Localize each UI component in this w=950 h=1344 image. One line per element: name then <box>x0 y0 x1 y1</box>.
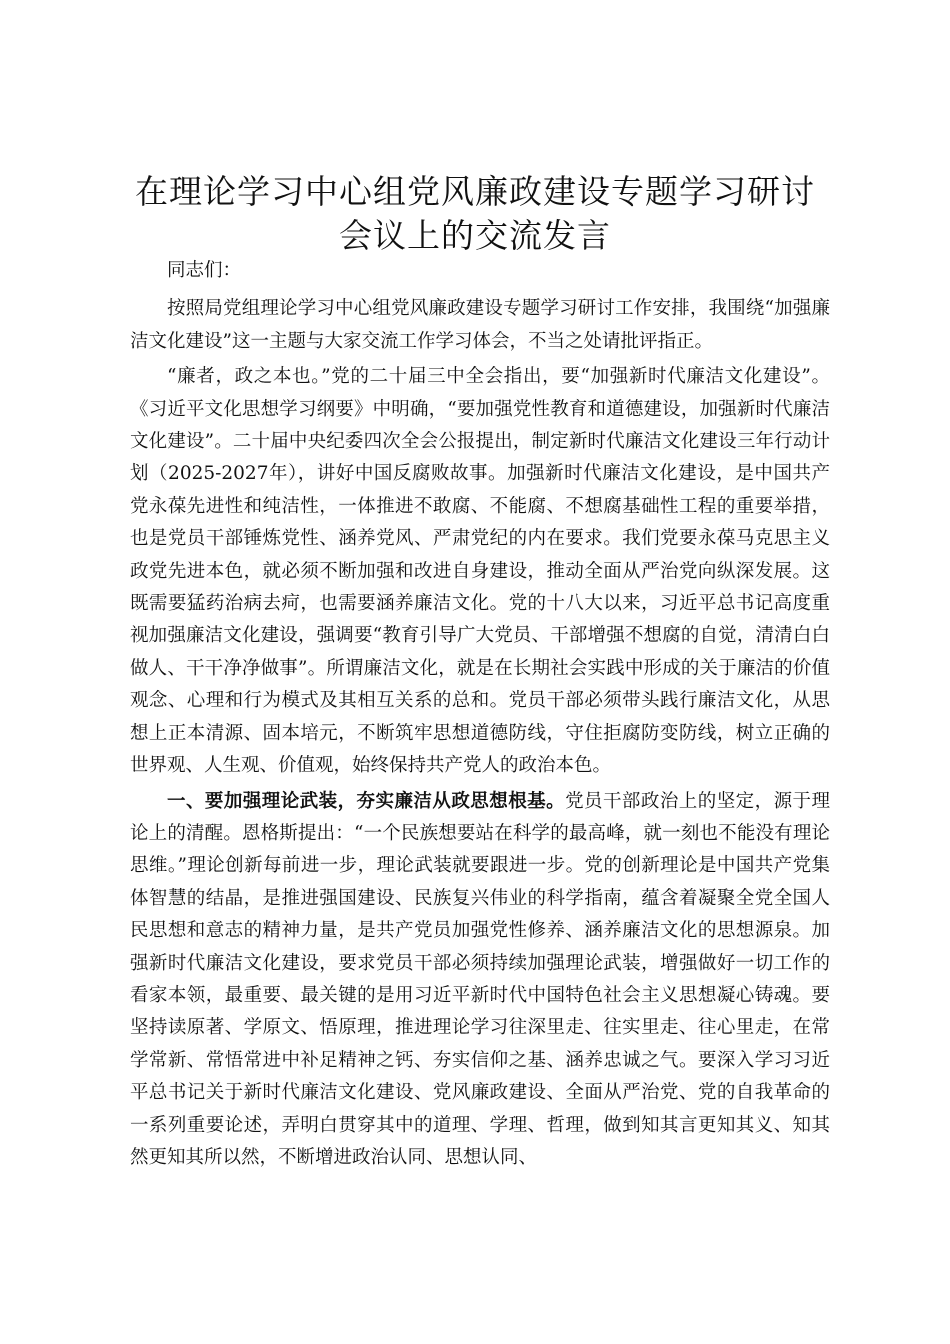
salutation: 同志们： <box>167 260 242 281</box>
paragraph-2: “廉者，政之本也。”党的二十届三中全会指出，要“加强新时代廉洁文化建设”。《习近平文化思想学习纲要》中明确，“要加强党性教育和道德建设，加强新时代廉洁文化建设”。二十届中央纪委四次全会公报提出，制定新时代廉洁文化建设三年行动计划（2025-2027年），讲好中国反腐败故事。加强新时代廉洁文化建设，是中国共产党永葆先进性和纯洁性，一体推进不敢腐、不能腐、不想腐基础性工程的重要举措，也是党员干部锤炼党性、涵养党风、严肃党纪的内在要求。我们党要永葆马克思主义政党先进本色，就必须不断加强和改进自身建设，推动全面从严治党向纵深发展。这既需要猛药治病去疴，也需要涵养廉洁文化。党的十八大以来，习近平总书记高度重视加强廉洁文化建设，强调要“教育引导广大党员、干部增强不想腐的自觉，清清白白做人、干干净净做事”。所谓廉洁文化，就是在长期社会实践中形成的关于廉洁的价值观念、心理和行为模式及其相互关系的总和。党员干部必须带头践行廉洁文化，从思想上正本清源、固本培元，不断筑牢思想道德防线，守住拒腐防变防线，树立正确的世界观、人生观、价值观，始终保持共产党人的政治本色。 <box>130 366 830 777</box>
section-1-text: 党员干部政治上的坚定，源于理论上的清醒。恩格斯提出：“一个民族想要站在科学的最高峰，就一刻也不能没有理论思维。”理论创新每前进一步，理论武装就要跟进一步。党的创新理论是中国共产党集体智慧的结晶，是推进强国建设、民族复兴伟业的科学指南，蕴含着凝聚全党全国人民思想和意志的精神力量，是共产党员加强党性修养、涵养廉洁文化的思想源泉。加强新时代廉洁文化建设，要求党员干部必须持续加强理论武装，增强做好一切工作的看家本领，最重要、最关键的是用习近平新时代中国特色社会主义思想凝心铸魂。要坚持读原著、学原文、悟原理，推进理论学习往深里走、往实里走、往心里走，在常学常新、常悟常进中补足精神之钙、夯实信仰之基、涵养忠诚之气。要深入学习习近平总书记关于新时代廉洁文化建设、党风廉政建设、全面从严治党、党的自我革命的一系列重要论述，弄明白贯穿其中的道理、学理、哲理，做到知其言更知其义、知其然更知其所以然，不断增进政治认同、思想认同、 <box>130 790 830 1168</box>
title-line-1: 在理论学习中心组党风廉政建设专题学习研讨 <box>135 172 815 211</box>
title-line-2: 会议上的交流发言 <box>339 216 611 255</box>
section-1-paragraph <box>130 786 830 1175</box>
document-title <box>120 170 830 258</box>
intro-paragraph: 按照局党组理论学习中心组党风廉政建设专题学习研讨工作安排，我围绕“加强廉洁文化建设”这一主题与大家交流工作学习体会，不当之处请批评指正。 <box>130 298 830 352</box>
document-body <box>130 255 830 1177</box>
section-1-heading: 一、要加强理论武装，夯实廉洁从政思想根基。 <box>167 790 566 812</box>
